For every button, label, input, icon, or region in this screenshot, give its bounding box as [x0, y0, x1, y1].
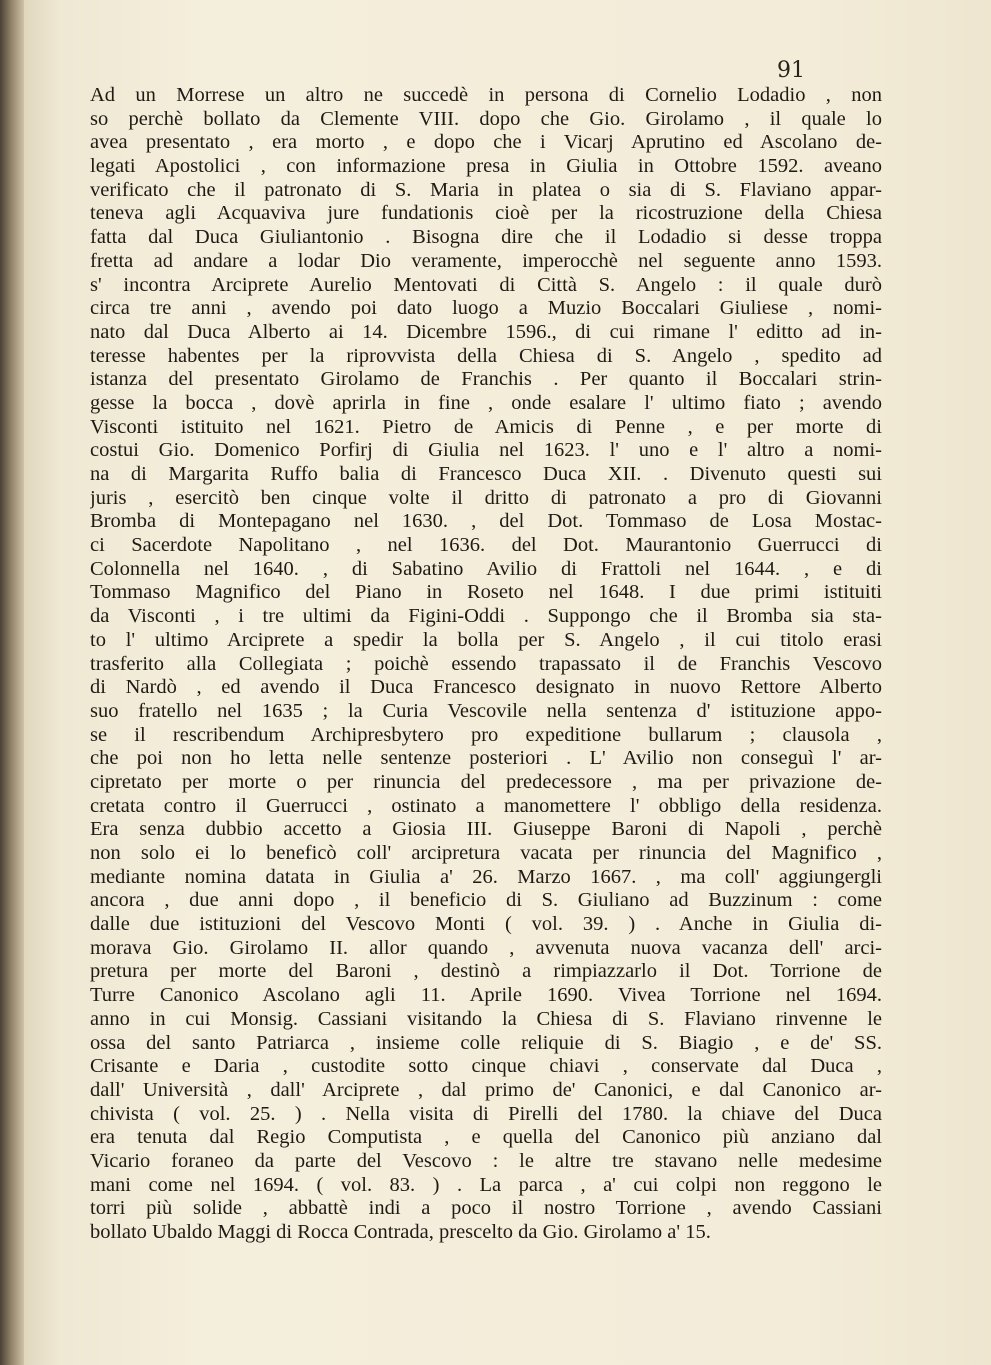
text-line: ci Sacerdote Napolitano , nel 1636. del Dot. Maurantonio Guerrucci di	[90, 534, 882, 557]
text-line: teresse habentes per la riprovvista della Chiesa di S. Angelo , spedito ad	[90, 344, 882, 367]
text-line: istanza del presentato Girolamo de Franchis . Per quanto il Boccalari strin-	[90, 368, 882, 391]
text-line: chivista ( vol. 25. ) . Nella visita di Pirelli del 1780. la chiave del Duca	[90, 1102, 882, 1125]
text-line: se il rescribendum Archipresbytero pro expeditione bullarum ; clausola ,	[90, 723, 882, 746]
text-line: non solo ei lo beneficò coll' arcipretura vacata per rinuncia del Magnifico ,	[90, 842, 882, 864]
text-line: pretura per morte del Baroni , destinò a rimpiazzarlo il Dot. Torrione de	[90, 960, 882, 983]
text-line: che poi non ho letta nelle sentenze posteriori . L' Avilio non conseguì l' ar-	[90, 747, 882, 770]
text-line: costui Gio. Domenico Porfirj di Giulia nel 1623. l' uno e l' altro a nomi-	[90, 439, 882, 462]
text-line: verificato che il patronato di S. Maria in platea o sia di S. Flaviano appar-	[90, 178, 882, 201]
text-line: s' incontra Arciprete Aurelio Mentovati di Città S. Angelo : il quale durò	[90, 273, 882, 296]
text-line: mediante nomina datata in Giulia a' 26. Marzo 1667. , ma coll' aggiungergli	[90, 865, 882, 888]
text-line: suo fratello nel 1635 ; la Curia Vescovile nella sentenza d' istituzione appo-	[90, 699, 882, 722]
text-line: torri più solide , abbattè indi a poco il nostro Torrione , avendo Cassiani	[90, 1197, 882, 1220]
text-line: Era senza dubbio accetto a Giosia III. Giuseppe Baroni di Napoli , perchè	[90, 818, 882, 841]
text-line: ancora , due anni dopo , il beneficio di S. Giuliano ad Buzzinum : come	[90, 889, 882, 912]
text-line: fretta ad andare a lodar Dio veramente, imperocchè nel seguente anno 1593.	[90, 249, 882, 272]
text-line: cipretato per morte o per rinuncia del predecessore , ma per privazione de-	[90, 770, 882, 793]
text-line: Tommaso Magnifico del Piano in Roseto nel 1648. I due primi istituiti	[90, 581, 882, 604]
text-line: cretata contro il Guerrucci , ostinato a manomettere l' obbligo della residenza.	[90, 794, 882, 817]
page-number: 91	[777, 58, 805, 83]
text-line: Turre Canonico Ascolano agli 11. Aprile 1690. Vivea Torrione nel 1694.	[90, 984, 882, 1007]
text-line: dall' Università , dall' Arciprete , dal primo de' Canonici, e dal Canonico ar-	[90, 1078, 882, 1101]
text-line: Colonnella nel 1640. , di Sabatino Avilio di Frattoli nel 1644. , e di	[90, 557, 882, 580]
text-line: fatta dal Duca Giuliantonio . Bisogna dire che il Lodadio si desse troppa	[90, 226, 882, 249]
text-line: ossa del santo Patriarca , insieme colle reliquie di S. Biagio , e de' SS.	[90, 1031, 882, 1054]
text-line: so perchè bollato da Clemente VIII. dopo che Gio. Girolamo , il quale lo	[90, 107, 882, 130]
text-line: Vicario foraneo da parte del Vescovo : le altre tre stavano nelle medesime	[90, 1149, 882, 1172]
text-line: era tenuta dal Regio Computista , e quella del Canonico più anziano dal	[90, 1126, 882, 1149]
text-line: Crisante e Daria , custodite sotto cinque chiavi , conservate dal Duca ,	[90, 1055, 882, 1078]
text-line: Visconti istituito nel 1621. Pietro de Amicis di Penne , e per morte di	[90, 415, 882, 438]
text-line: nato dal Duca Alberto ai 14. Dicembre 1596., di cui rimane l' editto ad in-	[90, 320, 882, 343]
text-line: legati Apostolici , con informazione presa in Giulia in Ottobre 1592. aveano	[90, 155, 882, 178]
text-line: to l' ultimo Arciprete a spedir la bolla per S. Angelo , il cui titolo erasi	[90, 628, 882, 651]
text-line: juris , esercitò ben cinque volte il dritto di patronato a pro di Giovanni	[90, 486, 882, 509]
text-line: trasferito alla Collegiata ; poichè essendo trapassato il de Franchis Vescovo	[90, 652, 882, 675]
text-line: teneva agli Acquaviva jure fundationis cioè per la ricostruzione della Chiesa	[90, 202, 882, 225]
text-line: mani come nel 1694. ( vol. 83. ) . La parca , a' cui colpi non reggono le	[90, 1173, 882, 1196]
body-text	[90, 84, 882, 1245]
text-line: da Visconti , i tre ultimi da Figini-Oddi . Suppongo che il Bromba sia sta-	[90, 605, 882, 628]
text-line: avea presentato , era morto , e dopo che i Vicarj Aprutino ed Ascolano de-	[90, 131, 882, 154]
text-line: anno in cui Monsig. Cassiani visitando la Chiesa di S. Flaviano rinvenne le	[90, 1007, 882, 1030]
text-line: morava Gio. Girolamo II. allor quando , avvenuta nuova vacanza dell' arci-	[90, 936, 882, 959]
text-line: Ad un Morrese un altro ne succedè in persona di Cornelio Lodadio , non	[90, 84, 882, 106]
text-line: gesse la bocca , dovè aprirla in fine , onde esalare l' ultimo fiato ; avendo	[90, 391, 882, 414]
text-line: bollato Ubaldo Maggi di Rocca Contrada, prescelto da Gio. Girolamo a' 15.	[90, 1221, 711, 1243]
binding-gutter	[0, 0, 24, 1365]
text-line: na di Margarita Ruffo balia di Francesco Duca XII. . Divenuto questi sui	[90, 463, 882, 485]
text-line: circa tre anni , avendo poi dato luogo a Muzio Boccalari Giuliese , nomi-	[90, 297, 882, 320]
text-line: di Nardò , ed avendo il Duca Francesco designato in nuovo Rettore Alberto	[90, 676, 882, 699]
text-line: Bromba di Montepagano nel 1630. , del Dot. Tommaso de Losa Mostac-	[90, 510, 882, 533]
text-line: dalle due istituzioni del Vescovo Monti ( vol. 39. ) . Anche in Giulia di-	[90, 913, 882, 936]
